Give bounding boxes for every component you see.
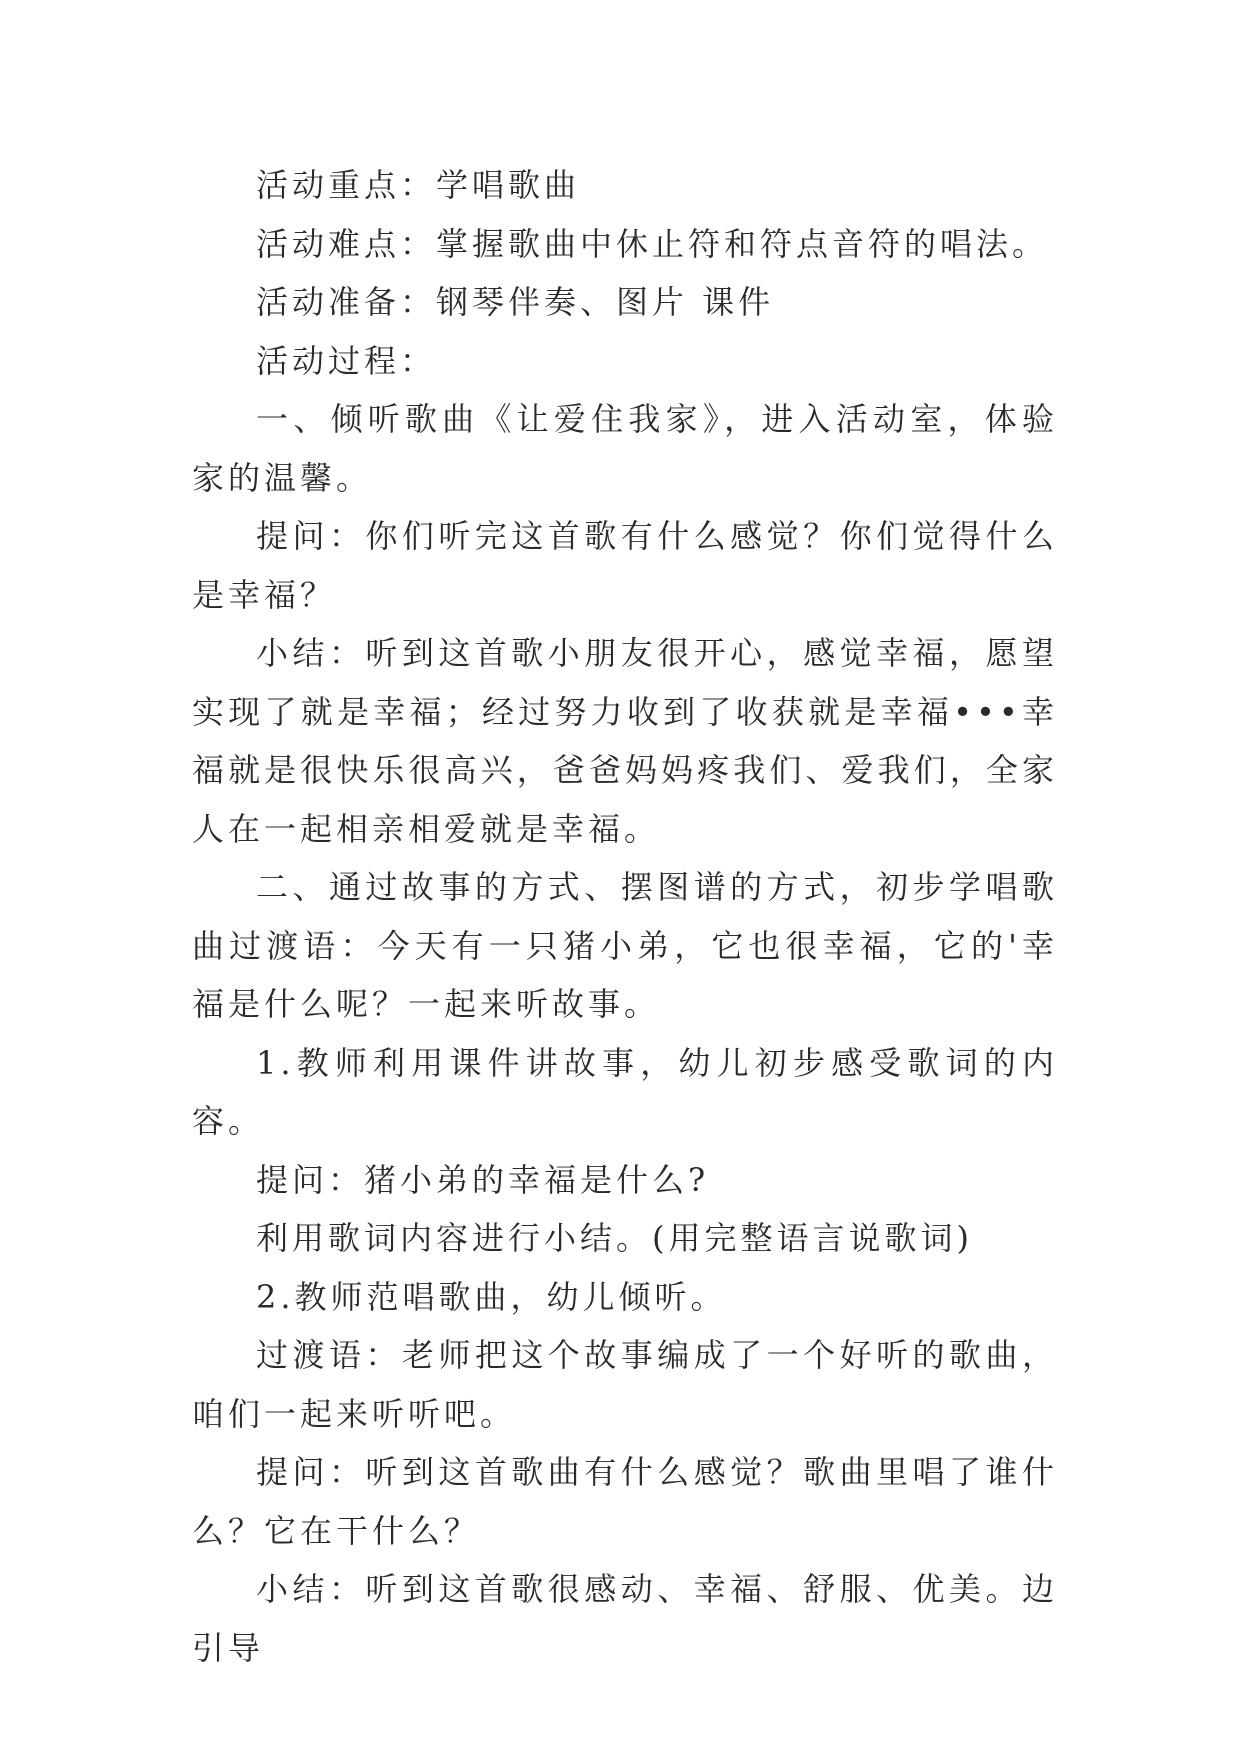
paragraph-summary-one: 小结：听到这首歌小朋友很开心，感觉幸福，愿望实现了就是幸福；经过努力收到了收获就是幸福•••幸福就是很快乐很高兴，爸爸妈妈疼我们、爱我们，全家人在一起相亲相爱就是幸福。	[192, 634, 1058, 848]
document-body	[192, 156, 1058, 1677]
paragraph-step-one: 一、倾听歌曲《让爱住我家》，进入活动室，体验家的温馨。	[192, 400, 1058, 497]
paragraph-item-two: 2.教师范唱歌曲，幼儿倾听。	[256, 1277, 727, 1316]
paragraph-question-one: 提问：你们听完这首歌有什么感觉？你们觉得什么是幸福？	[192, 517, 1058, 614]
paragraph-question-three: 提问：听到这首歌曲有什么感觉？歌曲里唱了谁什么？它在干什么？	[192, 1453, 1058, 1550]
paragraph-summary-lyrics: 利用歌词内容进行小结。(用完整语言说歌词)	[256, 1219, 973, 1257]
paragraph-process-heading: 活动过程：	[256, 341, 437, 380]
paragraph-difficulty: 活动难点：掌握歌曲中休止符和符点音符的唱法。	[256, 224, 1049, 263]
paragraph-transition: 过渡语：老师把这个故事编成了一个好听的歌曲，咱们一起来听听吧。	[192, 1336, 1058, 1433]
paragraph-preparation: 活动准备：钢琴伴奏、图片 课件	[256, 283, 775, 321]
paragraph-question-two: 提问：猪小弟的幸福是什么?	[256, 1160, 710, 1199]
paragraph-step-two: 二、通过故事的方式、摆图谱的方式，初步学唱歌曲过渡语：今天有一只猪小弟，它也很幸福，它的'幸福是什么呢？一起来听故事。	[192, 868, 1058, 1023]
paragraph-summary-two: 小结：听到这首歌很感动、幸福、舒服、优美。边引导	[192, 1570, 1058, 1667]
paragraph-item-one: 1.教师利用课件讲故事，幼儿初步感受歌词的内容。	[192, 1043, 1058, 1140]
paragraph-key-point: 活动重点：学唱歌曲	[256, 166, 581, 204]
